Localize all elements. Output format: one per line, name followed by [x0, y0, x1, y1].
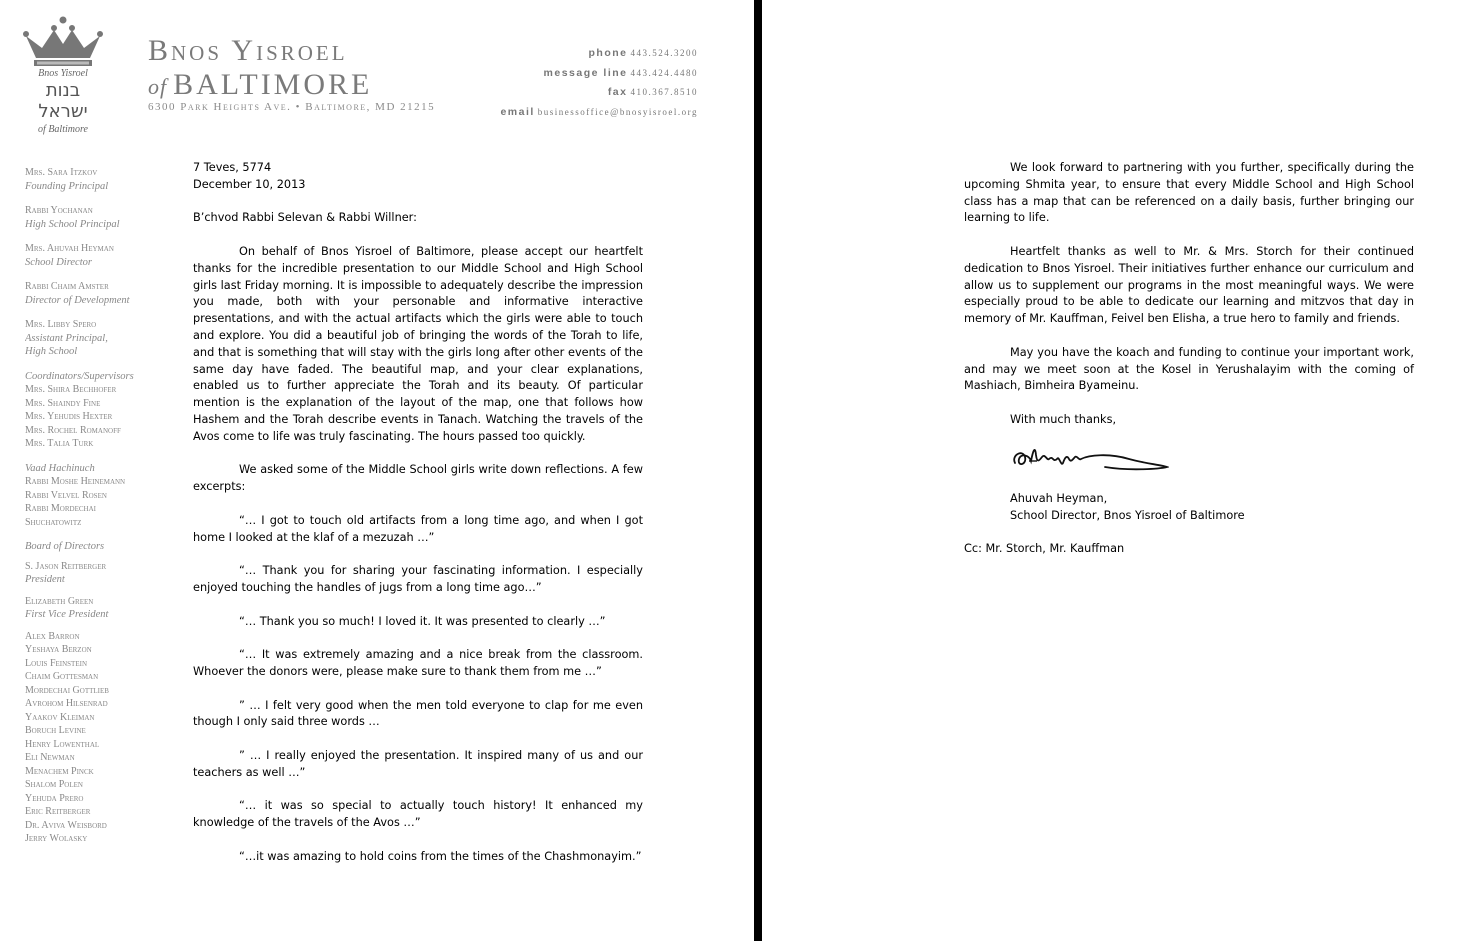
- board-officer: S. Jason Reitberger President: [25, 560, 107, 585]
- school-name-city: BALTIMORE: [173, 68, 373, 101]
- letter-page-2: [762, 0, 1474, 941]
- quote: ” … I felt very good when the men told everyone to clap for me even though I only said three words …: [193, 698, 643, 729]
- vaad-group: Vaad Hachinuch Rabbi Moshe Heinemann Rabbi Velvel Rosen Rabbi Mordechai Shuchatowitz: [25, 462, 137, 530]
- date: December 10, 2013: [193, 177, 306, 191]
- paragraph-2: We asked some of the Middle School girls write down reflections. A few excerpts:: [193, 463, 643, 494]
- crest-label-bottom: of Baltimore: [38, 124, 88, 135]
- staff-entry: Mrs. Ahuvah Heyman School Director: [25, 243, 114, 268]
- school-name-of: of: [148, 74, 168, 99]
- contact-block: [500, 44, 698, 122]
- paragraph-1: On behalf of Bnos Yisroel of Baltimore, please accept our heartfelt thanks for the incredible presentation to our Middle School and High School girls last Friday morning. It is impossible to adequately describe the impression you made, both with your personable and informative interactive presentations, and with the actual artifacts which the girls were able to touch and explore. You did a beautiful job of bringing the words of the Torah to life, and that is something that will stay with the girls long after other events of the same day have faded. The beautiful map, and your clear explanations, enabled us to further appreciate the Torah and its beauty. Of particular mention is the explanation of the layout of the map, one that follows how Hashem and the Torah describe events in Tanach. Watching the travels of the Avos come to life was truly fascinating. The hours passed too quickly.: [193, 244, 643, 443]
- vaad-heading: Vaad Hachinuch: [25, 462, 95, 474]
- signer-title: School Director, Bnos Yisroel of Baltimore: [1010, 508, 1245, 522]
- closing: With much thanks,: [1010, 412, 1117, 426]
- quote: “… Thank you for sharing your fascinating information. I especially enjoyed touching the handles of jugs from a long time ago…”: [193, 564, 643, 594]
- board-officer: Elizabeth Green First Vice President: [25, 595, 109, 620]
- school-name-line1: Bnos Yisroel: [148, 34, 348, 67]
- date-hebrew: 7 Teves, 5774: [193, 161, 272, 174]
- signer-name: Ahuvah Heyman,: [1010, 491, 1108, 505]
- coordinators-heading: Coordinators/Supervisors: [25, 370, 134, 382]
- crest-hebrew-2: ישראל: [38, 101, 88, 122]
- staff-sidebar: [25, 166, 137, 857]
- quote: “…it was amazing to hold coins from the times of the Chashmonayim.”: [239, 849, 642, 863]
- letter-body-page1: [193, 160, 643, 865]
- crown-crest-logo: [22, 16, 104, 138]
- school-address: 6300 Park Heights Ave. • Baltimore, MD 21215: [148, 101, 436, 113]
- contact-fax: fax 410.367.8510: [607, 86, 698, 98]
- paragraph-5: May you have the koach and funding to continue your important work, and may we meet soon at the Kosel in Yerushalayim with the coming of Mashiach, Bimheira Byameinu.: [964, 345, 1414, 393]
- school-name: [148, 34, 372, 104]
- quote: ” … I really enjoyed the presentation. It inspired many of us and our teachers as well …”: [193, 748, 643, 779]
- cc-line: Cc: Mr. Storch, Mr. Kauffman: [964, 542, 1125, 556]
- contact-message-line: message line 443.424.4480: [543, 66, 698, 79]
- paragraph-3: We look forward to partnering with you further, specifically during the upcoming Shmita year, to ensure that every Middle School and High School class has a map that can be referenced on a daily basis, further bringing our learning to life.: [964, 161, 1414, 225]
- signature-image: [1009, 441, 1169, 481]
- page-divider: [754, 0, 762, 941]
- contact-email: email businessoffice@bnosyisroel.org: [500, 105, 698, 118]
- crest-label-top: Bnos Yisroel: [38, 68, 88, 79]
- quote: “… it was so special to actually touch history! It enhanced my knowledge of the travels of the Avos …”: [193, 799, 643, 830]
- quote: “… Thank you so much! I loved it. It was presented to clearly …”: [239, 614, 606, 628]
- board-heading-group: [25, 540, 137, 554]
- board-heading: Board of Directors: [25, 541, 105, 552]
- quote: “… I got to touch old artifacts from a long time ago, and when I got home I looked at the klaf of a mezuzah …”: [193, 513, 643, 544]
- staff-entry: Mrs. Libby Spero Assistant Principal, High School: [25, 319, 108, 357]
- salutation: B’chvod Rabbi Selevan & Rabbi Willner:: [193, 211, 417, 225]
- staff-entry: Mrs. Sara Itzkov Founding Principal: [25, 167, 109, 192]
- staff-entry: Rabbi Chaim Amster Director of Development: [25, 281, 130, 306]
- school-name-line2: [148, 68, 372, 104]
- quote: “… It was extremely amazing and a nice break from the classroom. Whoever the donors were, please make sure to thank them from me …”: [193, 648, 643, 678]
- board-members: Alex Barron Yeshaya Berzon Louis Feinstein Chaim Gottesman Mordechai Gottlieb Avrohom Hilsenrad Yaakov Kleiman Boruch Levine Henry Lowenthal Eli Newman Menachem Pinck Shalom Polen Yehuda Prero Eric Reitberger Dr. Aviva Weisbord Jerry Wolasky: [25, 630, 109, 844]
- letter-body-page2: [964, 160, 1414, 558]
- coordinators-group: Coordinators/Supervisors Mrs. Shira Bechhofer Mrs. Shaindy Fine Mrs. Yehudis Hexter Mrs. Rochel Romanoff Mrs. Talia Turk: [25, 370, 137, 451]
- paragraph-4: Heartfelt thanks as well to Mr. & Mrs. Storch for their continued dedication to Bnos Yisroel. Their initiatives further enhance our curriculum and allow us to supplement our programs in the most meaningful ways. We were especially proud to be able to dedicate our learning and mitzvos that day in memory of Mr. Kauffman, Feivel ben Elisha, a true hero to family and friends.: [964, 244, 1414, 326]
- staff-entry: Rabbi Yochanan High School Principal: [25, 205, 120, 230]
- contact-phone: phone 443.524.3200: [588, 47, 698, 59]
- crest-hebrew-1: בנות: [45, 80, 81, 101]
